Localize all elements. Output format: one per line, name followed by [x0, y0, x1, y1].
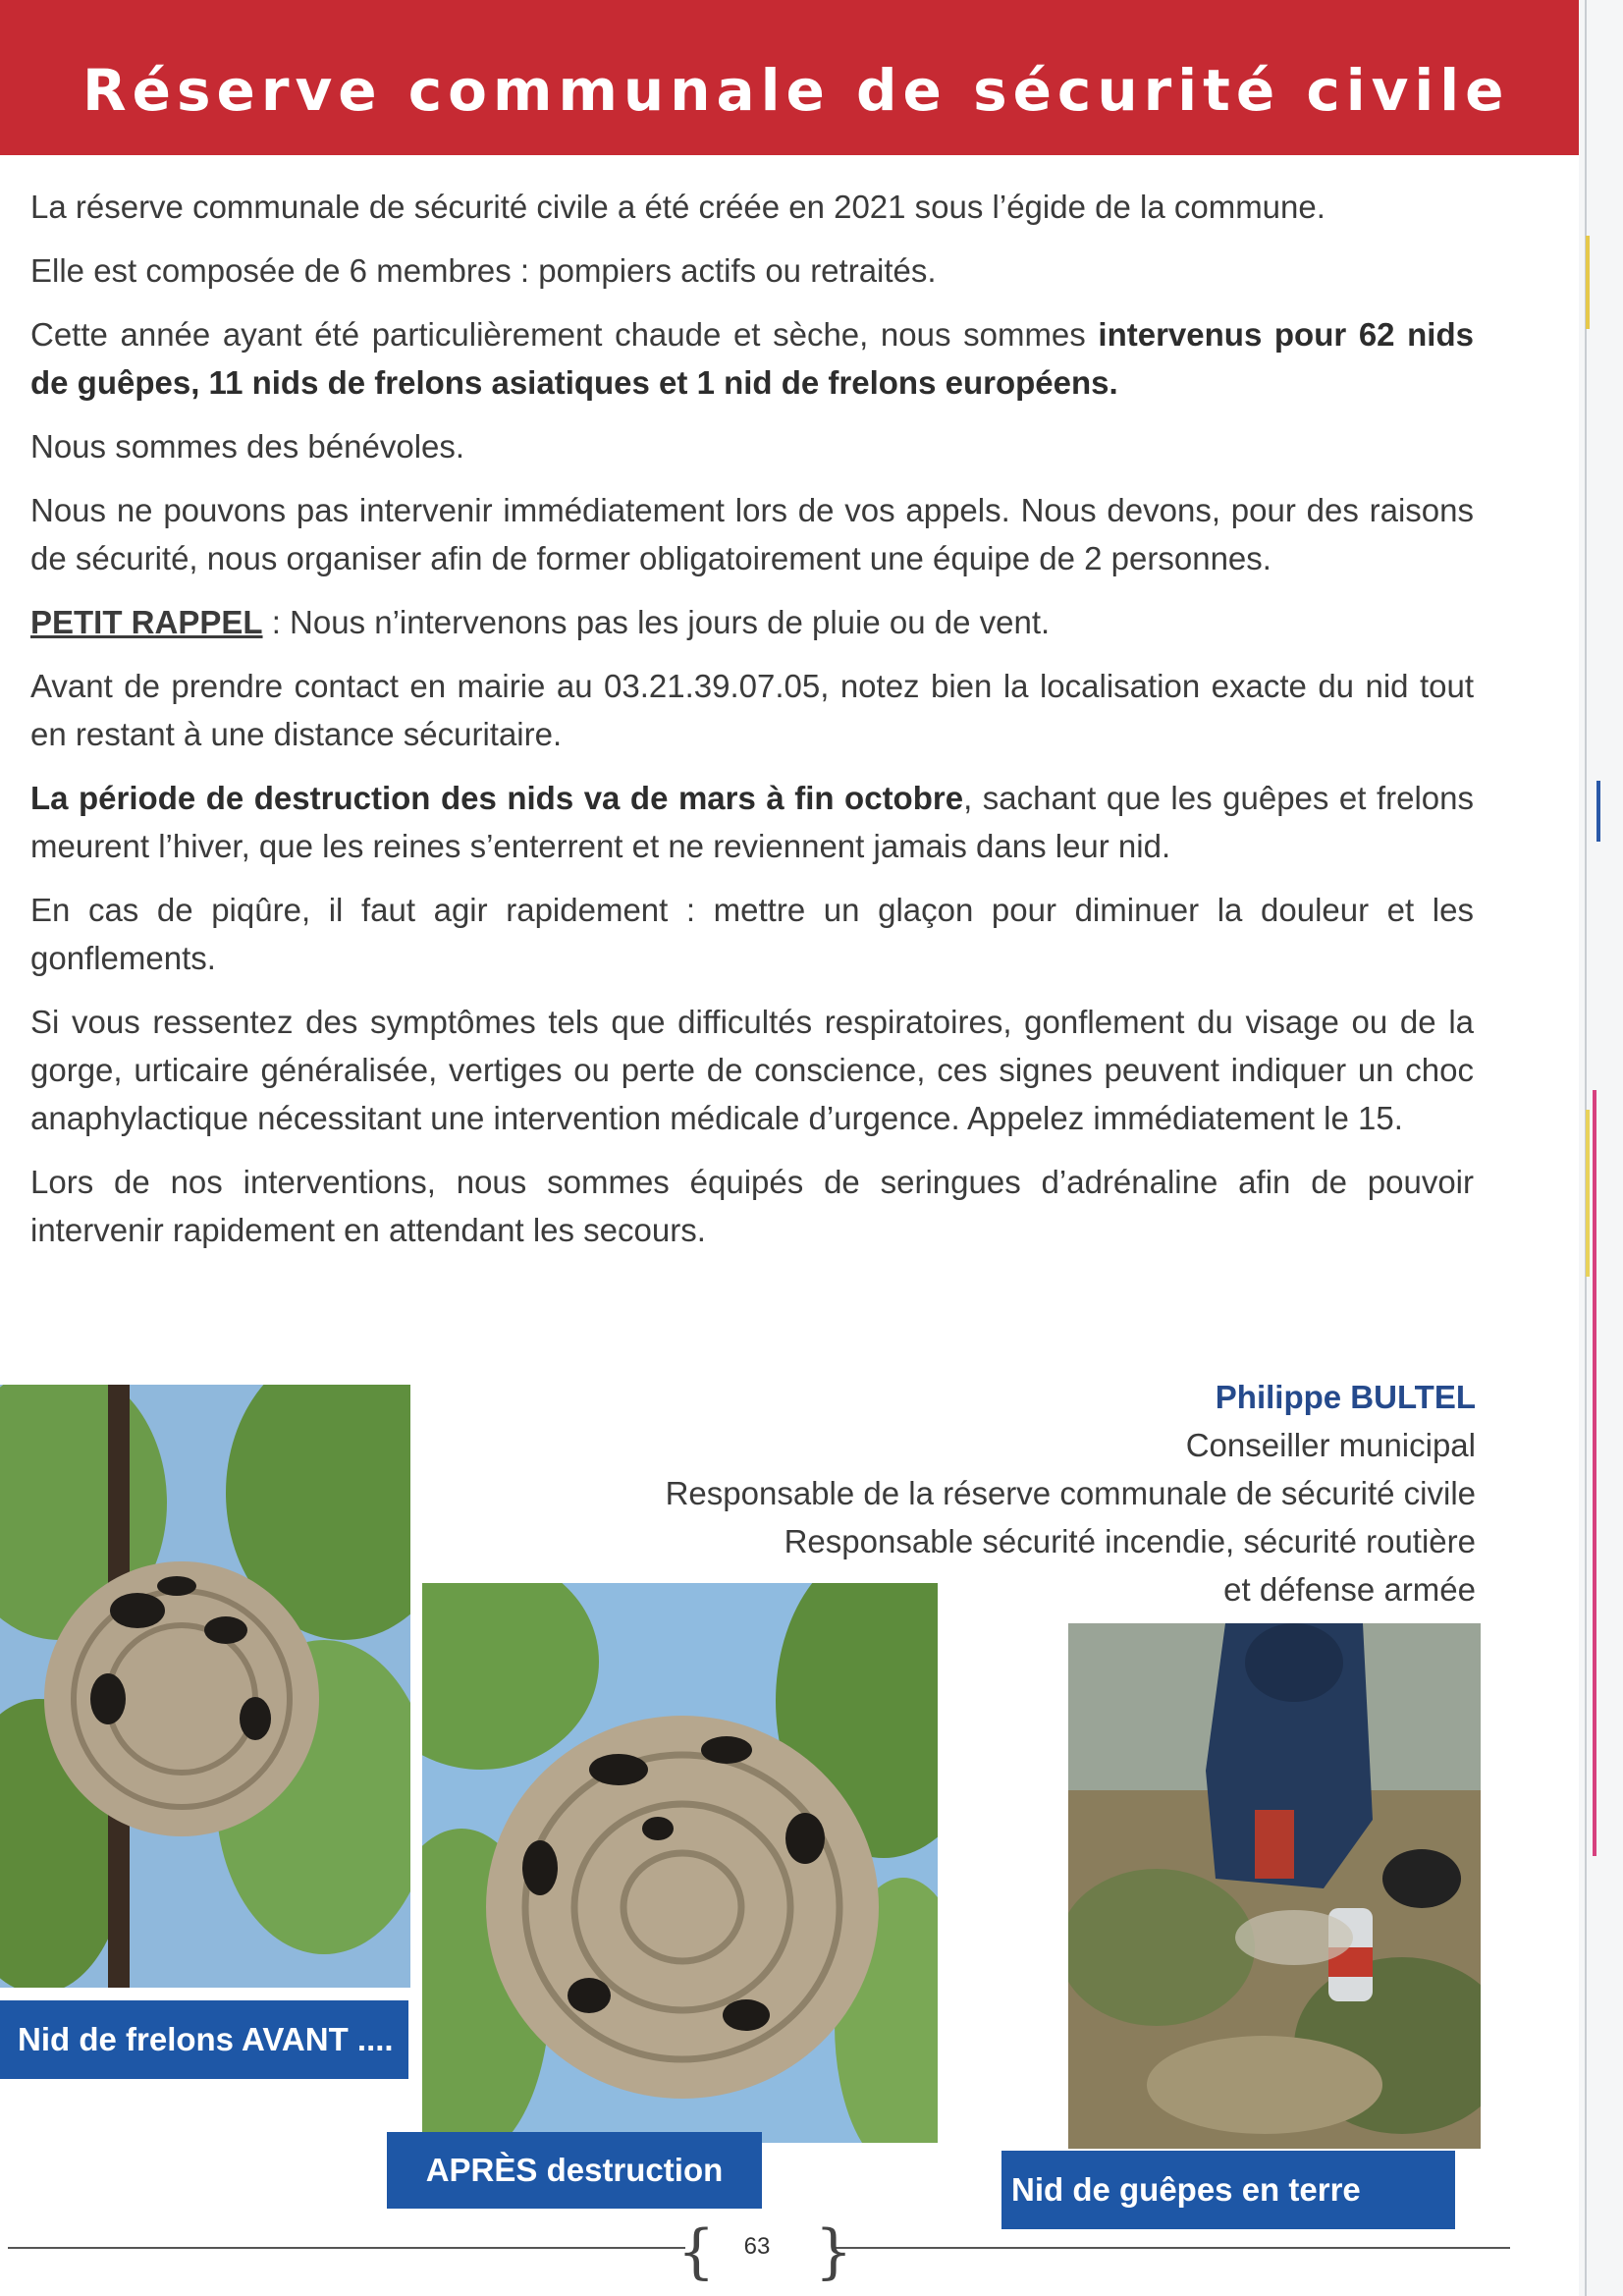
paragraph-reminder [30, 598, 1474, 646]
caption-ground-text: Nid de guêpes en terre [1011, 2171, 1361, 2208]
edge-mark-pink [1593, 1090, 1596, 1856]
article-body [30, 183, 1474, 1270]
period-highlight: La période de destruction des nids va de mars à fin octobre [30, 780, 964, 816]
header-banner [0, 0, 1579, 155]
signature-role-1: Conseiller municipal [1185, 1427, 1476, 1463]
edge-mark-yellow [1586, 236, 1590, 329]
paragraph-volunteers: Nous sommes des bénévoles. [30, 428, 465, 465]
caption-after-text: APRÈS destruction [425, 2152, 724, 2188]
footer-rule-right [833, 2247, 1510, 2249]
paragraph-intro: La réserve communale de sécurité civile a été créée en 2021 sous l’égide de la commune. [30, 189, 1325, 225]
caption-before-text: Nid de frelons AVANT .... [18, 2021, 394, 2057]
caption-ground [1001, 2151, 1455, 2229]
paragraph-equipment: Lors de nos interventions, nous sommes équipés de seringues d’adrénaline afin de pouvoir intervenir rapidement en attendant les secours. [30, 1164, 1474, 1248]
edge-mark-blue [1596, 781, 1600, 842]
paragraph-period [30, 774, 1474, 870]
photo-ground-nest [1068, 1623, 1481, 2149]
signature-name: Philippe BULTEL [1215, 1379, 1476, 1415]
signature-role-4: et défense armée [1223, 1571, 1476, 1608]
footer-brace-left: { [677, 2217, 716, 2286]
period-text: , sachant que les guêpes et frelons meurent l’hiver, que les reines s’enterrent et ne reviennent jamais dans leur nid. [30, 780, 1475, 864]
signature-block [666, 1373, 1476, 1613]
signature-role-2: Responsable de la réserve communale de sécurité civile [665, 1475, 1476, 1511]
footer-rule-left [8, 2247, 685, 2249]
caption-before [0, 2000, 408, 2079]
photo-nest-before [0, 1385, 410, 1988]
paragraph-contact: Avant de prendre contact en mairie au 03.21.39.07.05, notez bien la localisation exacte du nid tout en restant à une distance sécuritaire. [30, 668, 1474, 752]
paragraph-delay: Nous ne pouvons pas intervenir immédiatement lors de vos appels. Nous devons, pour des raisons de sécurité, nous organiser afin de former obligatoirement une équipe de 2 personnes. [30, 492, 1474, 576]
interventions-text: Cette année ayant été particulièrement chaude et sèche, nous sommes [30, 316, 1099, 353]
footer-brace-right: } [815, 2217, 853, 2286]
reminder-label: PETIT RAPPEL [30, 604, 263, 640]
reminder-text: : Nous n’intervenons pas les jours de pluie ou de vent. [262, 604, 1051, 640]
paragraph-members: Elle est composée de 6 membres : pompiers actifs ou retraités. [30, 252, 937, 289]
interventions-highlight: intervenus pour 62 nids de guêpes, 11 nids de frelons asiatiques et 1 nid de frelons européens. [30, 316, 1474, 401]
page-title: Réserve communale de sécurité civile [82, 57, 1510, 124]
paragraph-symptoms: Si vous ressentez des symptômes tels que difficultés respiratoires, gonflement du visage ou de la gorge, urticaire généralisée, vertiges ou perte de conscience, ces signes peuvent indiquer un choc anaphylactique nécessitant une intervention médicale d’urgence. Appelez immédiatement le 15. [30, 1004, 1474, 1136]
paragraph-sting: En cas de piqûre, il faut agir rapidement : mettre un glaçon pour diminuer la douleur et les gonflements. [30, 892, 1474, 976]
caption-after [387, 2132, 762, 2209]
edge-mark-yellow-2 [1586, 1110, 1590, 1277]
page-number: 63 [743, 2233, 771, 2260]
paragraph-interventions [30, 310, 1474, 407]
photo-nest-after [422, 1583, 938, 2143]
signature-role-3: Responsable sécurité incendie, sécurité routière [784, 1523, 1476, 1559]
